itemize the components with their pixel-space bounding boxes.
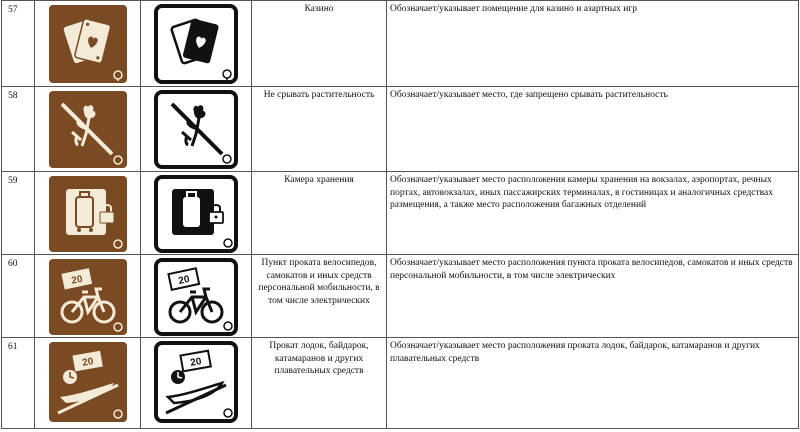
black-sign-cell bbox=[141, 255, 252, 338]
table-row bbox=[2, 255, 799, 338]
row-number: 59 bbox=[2, 172, 35, 255]
sign-description: Обозначает/указывает место расположения камеры хранения на вокзалах, аэропортах, речных портах, автовокзалах, иных пассажирских терминалах, в гостиницах и аналогичных средствах размещения, а также место расположения багажных отделений bbox=[387, 172, 799, 255]
bill-label: 20 bbox=[189, 356, 203, 369]
sign-description: Обозначает/указывает место, где запрещено срывать растительность bbox=[387, 87, 799, 172]
sign-name: Не срывать растительность bbox=[252, 87, 387, 172]
brown-sign-cell bbox=[35, 255, 141, 338]
sign-name: Прокат лодок, байдарок, катамаранов и других плавательных средств bbox=[252, 338, 387, 429]
sign-description: Обозначает/указывает помещение для казино и азартных игр bbox=[387, 1, 799, 87]
black-sign-cell bbox=[141, 87, 252, 172]
table-row bbox=[2, 338, 799, 429]
bill-label: 20 bbox=[69, 273, 84, 287]
sign-description: Обозначает/указывает место расположения пункта проката велосипедов, самокатов и иных средств персональной мобильности, в том числе электрических bbox=[387, 255, 799, 338]
sign-name: Камера хранения bbox=[252, 172, 387, 255]
bicycle-rental-icon bbox=[154, 258, 238, 336]
brown-sign-cell bbox=[35, 338, 141, 429]
row-number: 58 bbox=[2, 87, 35, 172]
row-number: 60 bbox=[2, 255, 35, 338]
sign-name: Пункт проката велосипедов, самокатов и иных средств персональной мобильности, в том числе электрических bbox=[252, 255, 387, 338]
no-picking-flowers-icon bbox=[154, 90, 238, 169]
black-sign-cell bbox=[141, 1, 252, 87]
no-picking-flowers-icon bbox=[48, 90, 128, 169]
luggage-lock-icon bbox=[154, 175, 238, 253]
playing-cards-icon bbox=[154, 4, 238, 84]
boat-rental-icon bbox=[154, 341, 238, 423]
table-row bbox=[2, 87, 799, 172]
brown-sign-cell bbox=[35, 172, 141, 255]
row-number: 61 bbox=[2, 338, 35, 429]
playing-cards-icon bbox=[48, 4, 128, 84]
brown-sign-cell bbox=[35, 1, 141, 87]
black-sign-cell bbox=[141, 172, 252, 255]
brown-sign-cell bbox=[35, 87, 141, 172]
sign-name: Казино bbox=[252, 1, 387, 87]
row-number: 57 bbox=[2, 1, 35, 87]
bill-label: 20 bbox=[177, 273, 191, 288]
luggage-lock-icon bbox=[48, 175, 128, 253]
table-row bbox=[2, 172, 799, 255]
signs-table bbox=[1, 0, 799, 429]
black-sign-cell bbox=[141, 338, 252, 429]
table-row bbox=[2, 1, 799, 87]
boat-rental-icon bbox=[48, 341, 128, 423]
bicycle-rental-icon bbox=[48, 258, 128, 336]
sign-description: Обозначает/указывает место расположения проката лодок, байдарок, катамаранов и других плавательных средств bbox=[387, 338, 799, 429]
bill-label: 20 bbox=[80, 356, 94, 369]
